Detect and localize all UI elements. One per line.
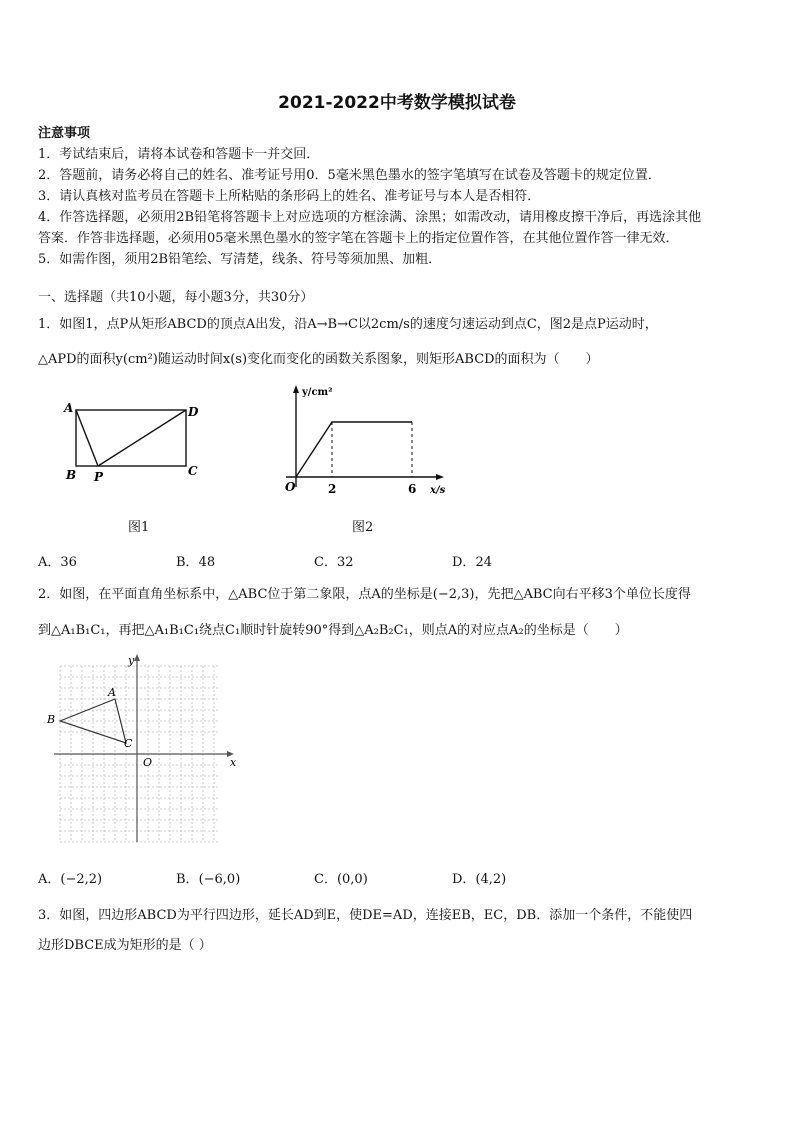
label-b: B — [47, 713, 56, 726]
option-value: 48 — [198, 555, 216, 570]
q3-stem-line1: 3．如图，四边形ABCD为平行四边形，延长AD到E，使DE=AD，连接EB，EC，DB．添加一个条件，不能使四 — [38, 908, 693, 923]
option-letter: B． — [176, 872, 199, 887]
x-axis-label: x/s — [430, 485, 446, 496]
option-value: (−2,2) — [60, 872, 103, 887]
q1-option-c[interactable] — [314, 551, 354, 570]
page-title: 2021-2022中考数学模拟试卷 — [278, 93, 516, 113]
option-letter: C． — [314, 872, 337, 887]
option-letter: D． — [452, 555, 476, 570]
notice-heading: 注意事项 — [38, 126, 91, 141]
y-axis-arrow — [293, 385, 299, 393]
q1-figure2-caption: 图2 — [352, 520, 374, 535]
option-letter: A． — [38, 555, 61, 570]
label-p: P — [94, 470, 104, 484]
notice-item: 1．考试结束后，请将本试卷和答题卡一并交回． — [38, 147, 320, 162]
notice-item: 3．请认真核对监考员在答题卡上所粘贴的条形码上的姓名、准考证号与本人是否相符． — [38, 189, 541, 204]
q1-option-b[interactable] — [176, 551, 215, 570]
option-value: 32 — [336, 555, 354, 570]
option-letter: D． — [452, 872, 476, 887]
option-value: (0,0) — [336, 872, 368, 887]
option-letter: B． — [176, 555, 199, 570]
segment-pd — [98, 410, 186, 466]
notice-item: 4．作答选择题，必须用2B铅笔将答题卡上对应选项的方框涂满、涂黑；如需改动，请用橡皮擦干净后，再选涂其他 — [38, 210, 702, 225]
segment-ap — [76, 410, 98, 466]
q1-figure2 — [280, 383, 460, 498]
q2-option-c[interactable] — [314, 868, 368, 887]
notice-item: 2．答题前，请务必将自己的姓名、准考证号用0．5毫米黑色墨水的签字笔填写在试卷及答题卡的规定位置． — [38, 168, 661, 183]
rectangle-abcd — [76, 410, 186, 466]
label-c: C — [124, 737, 133, 750]
option-letter: A． — [38, 872, 61, 887]
y-axis-label: y/cm² — [302, 387, 333, 398]
label-c: C — [188, 464, 198, 478]
q1-stem-line1: 1．如图1，点P从矩形ABCD的顶点A出发，沿A→B→C以2cm/s的速度匀速运动到点C，图2是点P运动时， — [38, 317, 658, 332]
tick-label-6: 6 — [408, 482, 417, 496]
label-x: x — [230, 756, 237, 769]
x-axis-arrow — [436, 474, 444, 480]
section-heading: 一、选择题（共10小题，每小题3分，共30分） — [38, 290, 314, 305]
label-a: A — [64, 401, 74, 415]
q3-stem-line2: 边形DBCE成为矩形的是（ ） — [38, 938, 212, 953]
label-d: D — [188, 405, 199, 419]
label-b: B — [66, 468, 77, 482]
q2-option-b[interactable] — [176, 868, 240, 887]
option-value: 36 — [60, 555, 77, 570]
notice-item: 答案．作答非选择题，必须用05毫米黑色墨水的签字笔在答题卡上的指定位置作答，在其他位置作答一律无效． — [38, 231, 679, 246]
q2-stem-line2: 到△A₁B₁C₁，再把△A₁B₁C₁绕点C₁顺时针旋转90°得到△A₂B₂C₁，则点A的对应点A₂的坐标是（ ） — [38, 623, 628, 638]
option-letter: C． — [314, 555, 337, 570]
origin-label: O — [285, 480, 296, 494]
tick-label-2: 2 — [328, 482, 337, 496]
q1-option-d[interactable] — [452, 551, 492, 570]
option-value: 24 — [475, 555, 492, 570]
label-a: A — [108, 686, 116, 699]
q1-option-a[interactable] — [38, 551, 77, 570]
q2-option-d[interactable] — [452, 868, 506, 887]
q1-figure1-caption: 图1 — [128, 520, 150, 535]
label-o: O — [143, 756, 153, 769]
label-y: y — [128, 654, 135, 667]
option-value: (−6,0) — [198, 872, 241, 887]
q1-figure1 — [58, 395, 218, 490]
y-axis-arrow — [134, 654, 140, 661]
q2-grid-figure — [44, 652, 240, 847]
q2-stem-line1: 2．如图，在平面直角坐标系中，△ABC位于第二象限，点A的坐标是(−2,3)，先把△ABC向右平移3个单位长度得 — [38, 587, 691, 602]
option-value: (4,2) — [475, 872, 507, 887]
q1-stem-line2: △APD的面积y(cm²)随运动时间x(s)变化而变化的函数关系图象，则矩形ABCD的面积为（ ） — [38, 352, 599, 367]
notice-item: 5．如需作图，须用2B铅笔绘、写清楚，线条、符号等须加黑、加粗． — [38, 252, 442, 267]
q2-option-a[interactable] — [38, 868, 102, 887]
function-graph — [296, 422, 412, 477]
